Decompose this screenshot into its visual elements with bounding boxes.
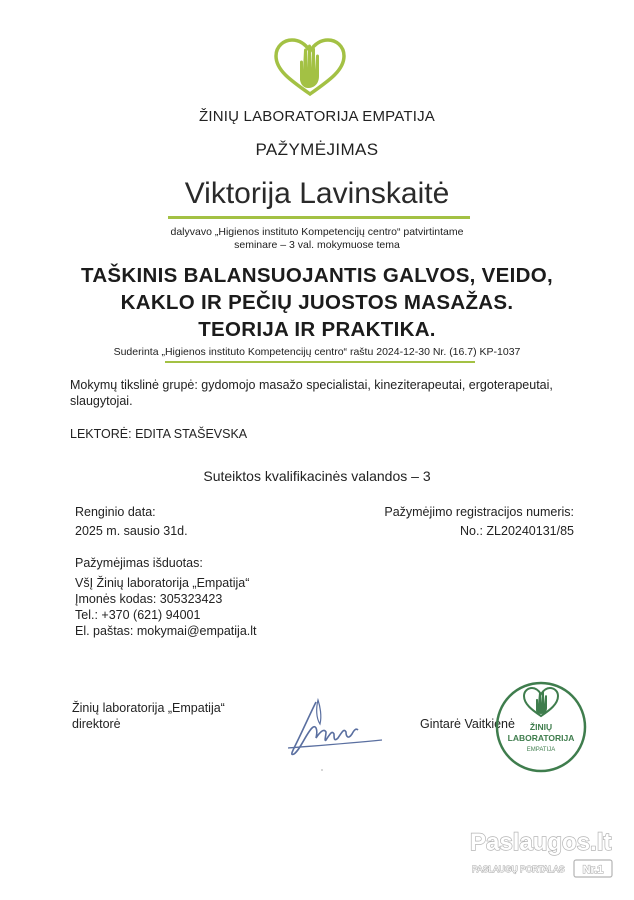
watermark-brand: Paslaugos.lt xyxy=(470,829,612,856)
qualification-hours: Suteiktos kvalifikacinės valandos – 3 xyxy=(203,468,431,484)
target-group xyxy=(70,377,580,409)
recipient-name: Viktorija Lavinskaitė xyxy=(184,177,450,210)
issuer-email: El. paštas: mokymai@empatija.lt xyxy=(75,624,257,638)
director-block xyxy=(72,700,225,732)
stamp-text-2: LABORATORIJA xyxy=(507,733,575,743)
course-title-line-3: TEORIJA IR PRAKTIKA. xyxy=(198,318,436,341)
paslaugos-watermark xyxy=(468,824,616,880)
approval-underline xyxy=(165,361,475,363)
issuer-company-code: Įmonės kodas: 305323423 xyxy=(75,592,223,606)
event-date-value: 2025 m. sausio 31d. xyxy=(75,524,188,538)
organization-stamp xyxy=(494,680,588,774)
document-title: PAŽYMĖJIMAS xyxy=(255,140,379,159)
director-role: direktorė xyxy=(72,717,121,731)
watermark-badge: Nr.1 xyxy=(582,864,604,876)
name-underline xyxy=(168,216,470,219)
registration-number-value: No.: ZL20240131/85 xyxy=(460,524,574,538)
participation-line-1: dalyvavo „Higienos instituto Kompetencijų centro“ patvirtintame xyxy=(170,226,464,238)
event-date-label: Renginio data: xyxy=(75,505,156,519)
stamp-text-3: EMPATIJA xyxy=(526,747,556,753)
participation-statement xyxy=(0,226,634,252)
approval-statement: Suderinta „Higienos instituto Kompetencijų centro“ raštu 2024-12-30 Nr. (16.7) KP-1037 xyxy=(113,346,521,358)
registration-number-label: Pažymėjimo registracijos numeris: xyxy=(384,505,574,519)
stamp-text-1: ŽINIŲ xyxy=(529,722,553,732)
issuer-name: VšĮ Žinių laboratorija „Empatija“ xyxy=(75,576,250,590)
target-group-line-1: Mokymų tikslinė grupė: gydomojo masažo specialistai, kineziterapeutai, ergoterapeutai, xyxy=(70,378,553,392)
target-group-line-2: slaugytojai. xyxy=(70,394,133,408)
participation-line-2: seminare – 3 val. mokymuose tema xyxy=(234,239,400,251)
course-title-line-1: TAŠKINIS BALANSUOJANTIS GALVOS, VEIDO, xyxy=(81,264,553,287)
watermark-sub: PASLAUGŲ PORTALAS xyxy=(472,864,565,874)
empatija-logo-icon xyxy=(270,36,350,98)
course-title-line-2: KAKLO IR PEČIŲ JUOSTOS MASAŽAS. xyxy=(120,291,514,314)
signature-image xyxy=(282,694,392,778)
issuer-phone: Tel.: +370 (621) 94001 xyxy=(75,608,201,622)
lecturer: LEKTORĖ: EDITA STAŠEVSKA xyxy=(70,427,248,441)
organization-title: ŽINIŲ LABORATORIJA EMPATIJA xyxy=(199,108,435,125)
course-title xyxy=(0,262,634,343)
issuer-block xyxy=(75,555,257,639)
issuer-label: Pažymėjimas išduotas: xyxy=(75,556,203,570)
director-org: Žinių laboratorija „Empatija“ xyxy=(72,701,225,715)
director-name: Gintarė Vaitkienė xyxy=(420,717,515,731)
